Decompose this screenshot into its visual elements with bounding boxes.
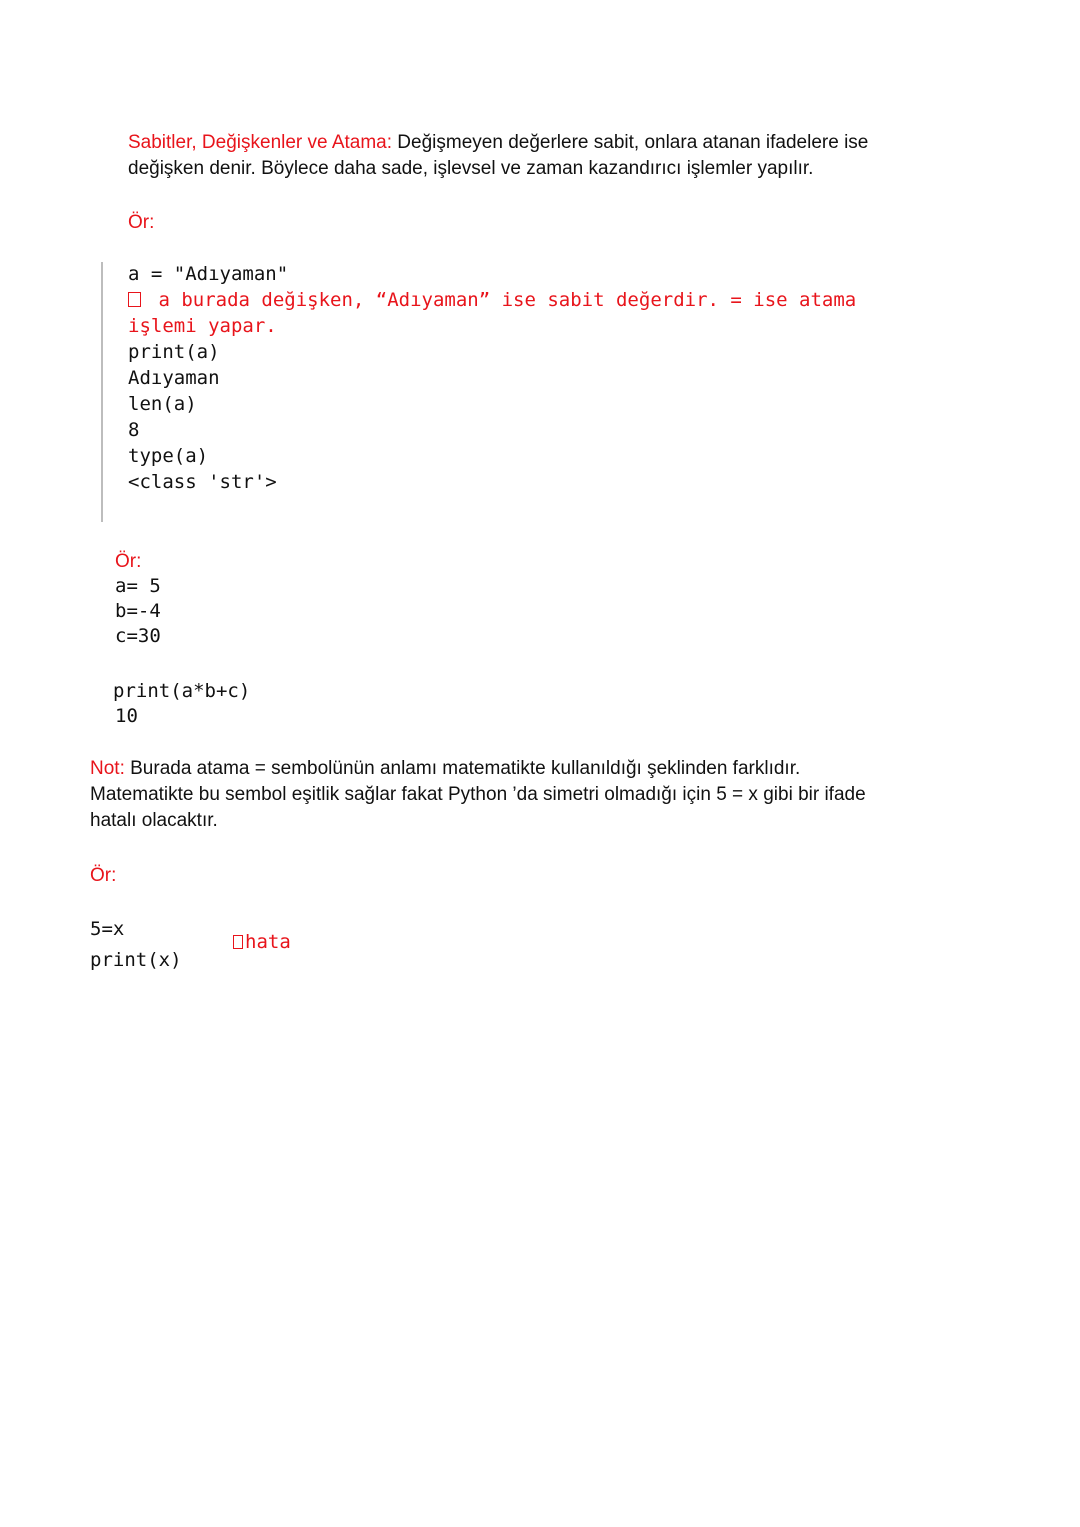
example-label-3: Ör:: [90, 865, 117, 886]
code-block-2: [115, 574, 161, 649]
code-line: a= 5: [115, 575, 161, 597]
code-block-rule: [101, 262, 103, 522]
section-heading: Sabitler, Değişkenler ve Atama:: [128, 132, 393, 153]
code-line: print(a*b+c): [113, 680, 251, 702]
intro-paragraph: [128, 130, 1008, 182]
intro-text-line-2: değişken denir. Böylece daha sade, işlevsel ve zaman kazandırıcı işlemler yapılır.: [128, 158, 814, 179]
code-block-4: [90, 914, 182, 976]
arrow-icon: [233, 935, 243, 949]
note-label: Not:: [90, 758, 125, 779]
note-text-line-3: hatalı olacaktır.: [90, 810, 218, 831]
code-line: a = "Adıyaman": [128, 263, 289, 285]
code-line: type(a): [128, 445, 209, 467]
code-output: 10: [115, 705, 138, 727]
example-label-1: Ör:: [128, 212, 155, 233]
code-line: print(a): [128, 341, 220, 363]
note-text-line-2: Matematikte bu sembol eşitlik sağlar fakat Python ’da simetri olmadığı için 5 = x gibi bir ifade: [90, 784, 866, 805]
note-paragraph: [90, 756, 1020, 834]
code-line: b=-4: [115, 600, 161, 622]
code-line: print(x): [90, 949, 182, 971]
code-output: 8: [128, 419, 140, 441]
code-block-1: [128, 261, 856, 495]
code-line: 5=x: [90, 918, 125, 940]
note-text-line-1: Burada atama = sembolünün anlamı matematikte kullanıldığı şeklinden farklıdır.: [124, 758, 801, 779]
arrow-icon: [128, 292, 141, 307]
intro-text-line-1: Değişmeyen değerlere sabit, onlara atanan ifadelere ise: [392, 132, 869, 153]
code-comment-line-2: işlemi yapar.: [128, 315, 277, 337]
code-output: Adıyaman: [128, 367, 220, 389]
code-line: len(a): [128, 393, 197, 415]
code-block-3: [113, 679, 250, 729]
code-line: c=30: [115, 625, 161, 647]
code-comment-line-1: a burada değişken, “Adıyaman” ise sabit değerdir. = ise atama: [147, 289, 857, 311]
example-label-2: Ör:: [115, 551, 142, 572]
code-output: <class 'str'>: [128, 471, 277, 493]
error-text: hata: [245, 931, 291, 953]
error-note: [233, 929, 291, 955]
